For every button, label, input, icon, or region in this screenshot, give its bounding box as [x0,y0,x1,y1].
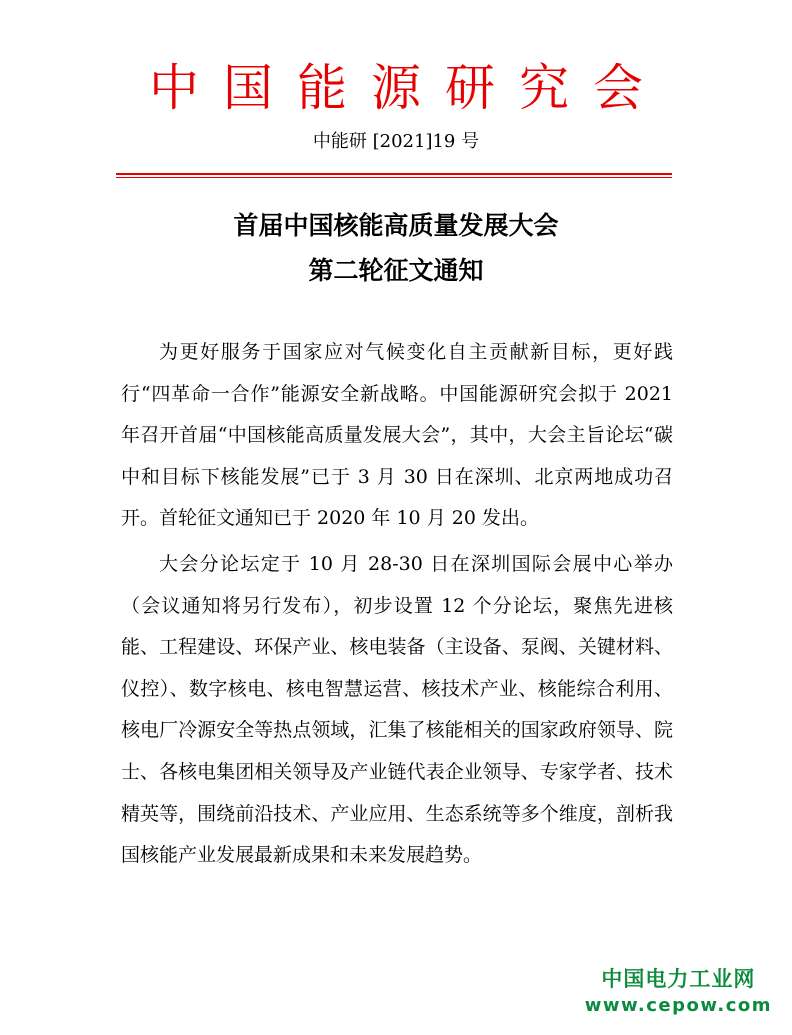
watermark-url: www.cepow.com [584,995,772,1016]
watermark-site-name: 中国电力工业网 [601,967,756,991]
document-number: 中能研 [2021]19 号 [312,131,480,152]
notice-title-line-1: 首届中国核能高质量发展大会 [233,211,559,240]
header-divider-thin [116,177,672,178]
body-paragraph: 大会分论坛定于 10 月 28-30 日在深圳国际会展中心举办（会议通知将另行发布），初步设置 12 个分论坛，聚焦先进核能、工程建设、环保产业、核电装备（主设备、泵阀、关键材料、仪控）、数字核电、核电智慧运营、核技术产业、核能综合利用、核电厂冷源安全等热点领域，汇集了核能相关的国家政府领导、院士、各核电集团相关领导及产业链代表企业领导、专家学者、技术精英等，围绕前沿技术、产业应用、生态系统等多个维度，剖析我国核能产业发展最新成果和未来发展趋势。 [121,552,673,867]
header-divider [116,173,672,175]
body-paragraph: 为更好服务于国家应对气候变化自主贡献新目标，更好践行“四革命一合作”能源安全新战略。中国能源研究会拟于 2021 年召开首届“中国核能高质量发展大会”，其中，大会主旨论坛“碳中和目标下核能发展”已于 3 月 30 日在深圳、北京两地成功召开。首轮征文通知已于 2020 年 10 月 20 发出。 [121,341,673,530]
site-watermark [585,966,772,1018]
notice-body [121,332,673,877]
organization-header: 中国能源研究会 [149,59,667,117]
notice-title-line-2: 第二轮征文通知 [308,256,484,285]
